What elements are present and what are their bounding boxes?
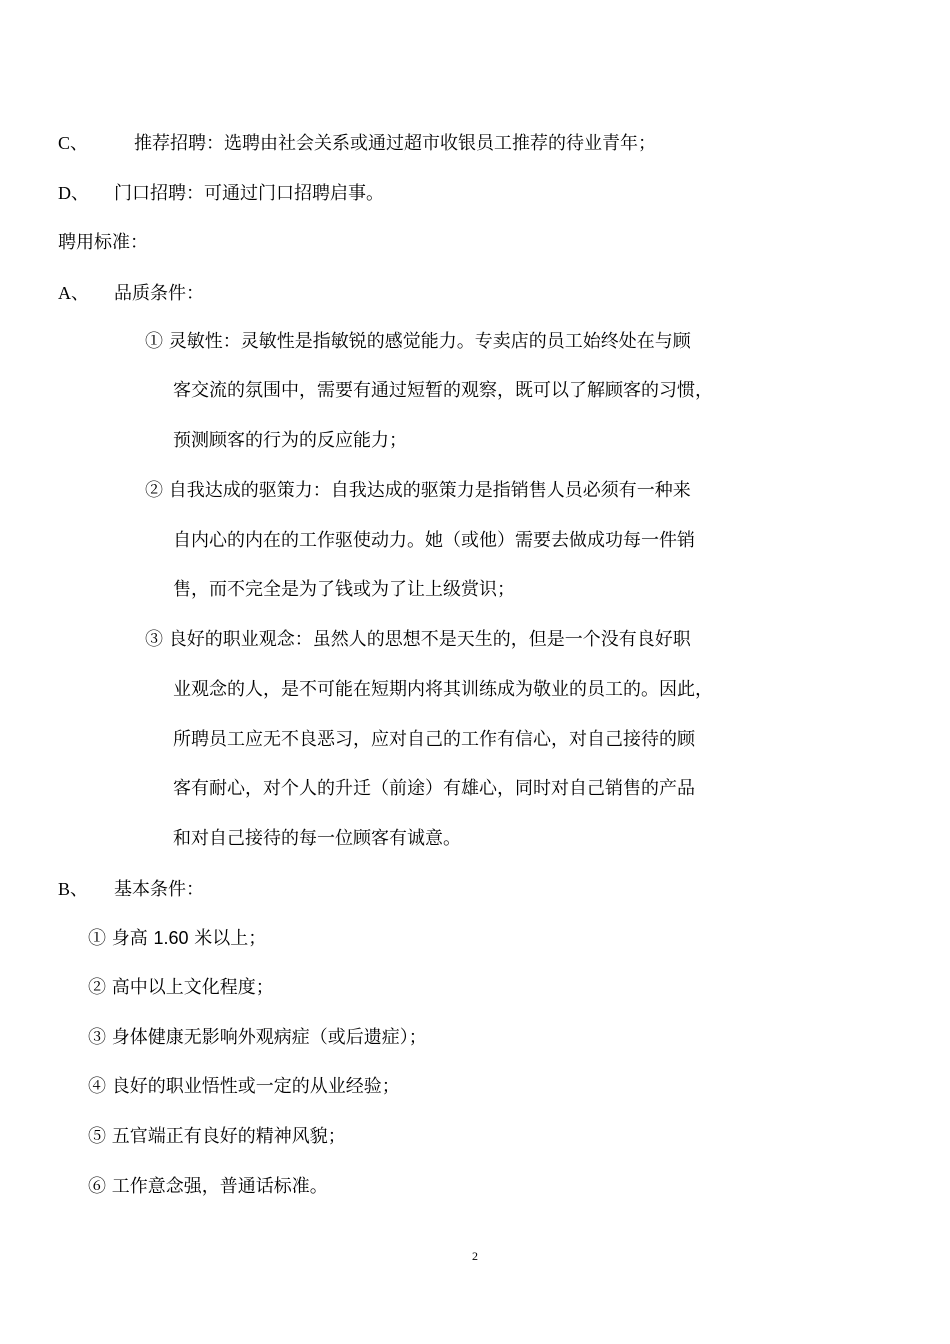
item-d-marker: D、 xyxy=(58,183,89,203)
quality-item-2-line-2: 自内心的内在的工作驱使动力。她（或他）需要去做成功每一件销 xyxy=(173,530,695,551)
basic-item-1 xyxy=(88,926,266,951)
basic-item-5: ⑤ 五官端正有良好的精神风貌； xyxy=(88,1126,346,1147)
quality-item-3-line-2: 业观念的人，是不可能在短期内将其训练成为敬业的员工的。因此， xyxy=(173,679,713,700)
hiring-standard-heading: 聘用标准： xyxy=(58,232,148,253)
quality-item-3-line-5: 和对自己接待的每一位顾客有诚意。 xyxy=(173,828,461,849)
section-b-marker: B、 xyxy=(58,879,89,899)
basic-item-1-suffix: 米以上； xyxy=(188,928,267,949)
basic-item-1-prefix: ① 身高 xyxy=(88,928,154,949)
section-b-title: 基本条件： xyxy=(114,879,204,900)
quality-item-1-line-3: 预测顾客的行为的反应能力； xyxy=(173,430,407,451)
item-d xyxy=(58,181,384,206)
quality-item-1-line-1: ① 灵敏性：灵敏性是指敏锐的感觉能力。专卖店的员工始终处在与顾 xyxy=(145,331,691,352)
quality-item-2-line-3: 售，而不完全是为了钱或为了让上级赏识； xyxy=(173,579,515,600)
quality-item-2-line-1: ② 自我达成的驱策力：自我达成的驱策力是指销售人员必须有一种来 xyxy=(145,480,691,501)
page-number: 2 xyxy=(472,1249,478,1263)
item-c-marker: C、 xyxy=(58,133,89,153)
quality-item-3-line-4: 客有耐心，对个人的升迁（前途）有雄心，同时对自己销售的产品 xyxy=(173,778,695,799)
section-a-heading xyxy=(58,281,204,306)
section-b-heading xyxy=(58,877,204,902)
basic-item-2: ② 高中以上文化程度； xyxy=(88,977,274,998)
basic-item-6: ⑥ 工作意念强，普通话标准。 xyxy=(88,1176,328,1197)
basic-item-4: ④ 良好的职业悟性或一定的从业经验； xyxy=(88,1076,400,1097)
quality-item-1-line-2: 客交流的氛围中，需要有通过短暂的观察，既可以了解顾客的习惯， xyxy=(173,380,713,401)
section-a-marker: A、 xyxy=(58,283,89,303)
item-c-text: 推荐招聘：选聘由社会关系或通过超市收银员工推荐的待业青年； xyxy=(134,133,656,154)
height-value: 1.60 xyxy=(153,928,189,948)
basic-item-3: ③ 身体健康无影响外观病症（或后遗症）； xyxy=(88,1027,427,1048)
item-c xyxy=(58,131,656,156)
section-a-title: 品质条件： xyxy=(114,283,204,304)
item-d-text: 门口招聘：可通过门口招聘启事。 xyxy=(114,183,384,204)
quality-item-3-line-3: 所聘员工应无不良恶习，应对自己的工作有信心，对自己接待的顾 xyxy=(173,729,695,750)
quality-item-3-line-1: ③ 良好的职业观念：虽然人的思想不是天生的，但是一个没有良好职 xyxy=(145,629,691,650)
